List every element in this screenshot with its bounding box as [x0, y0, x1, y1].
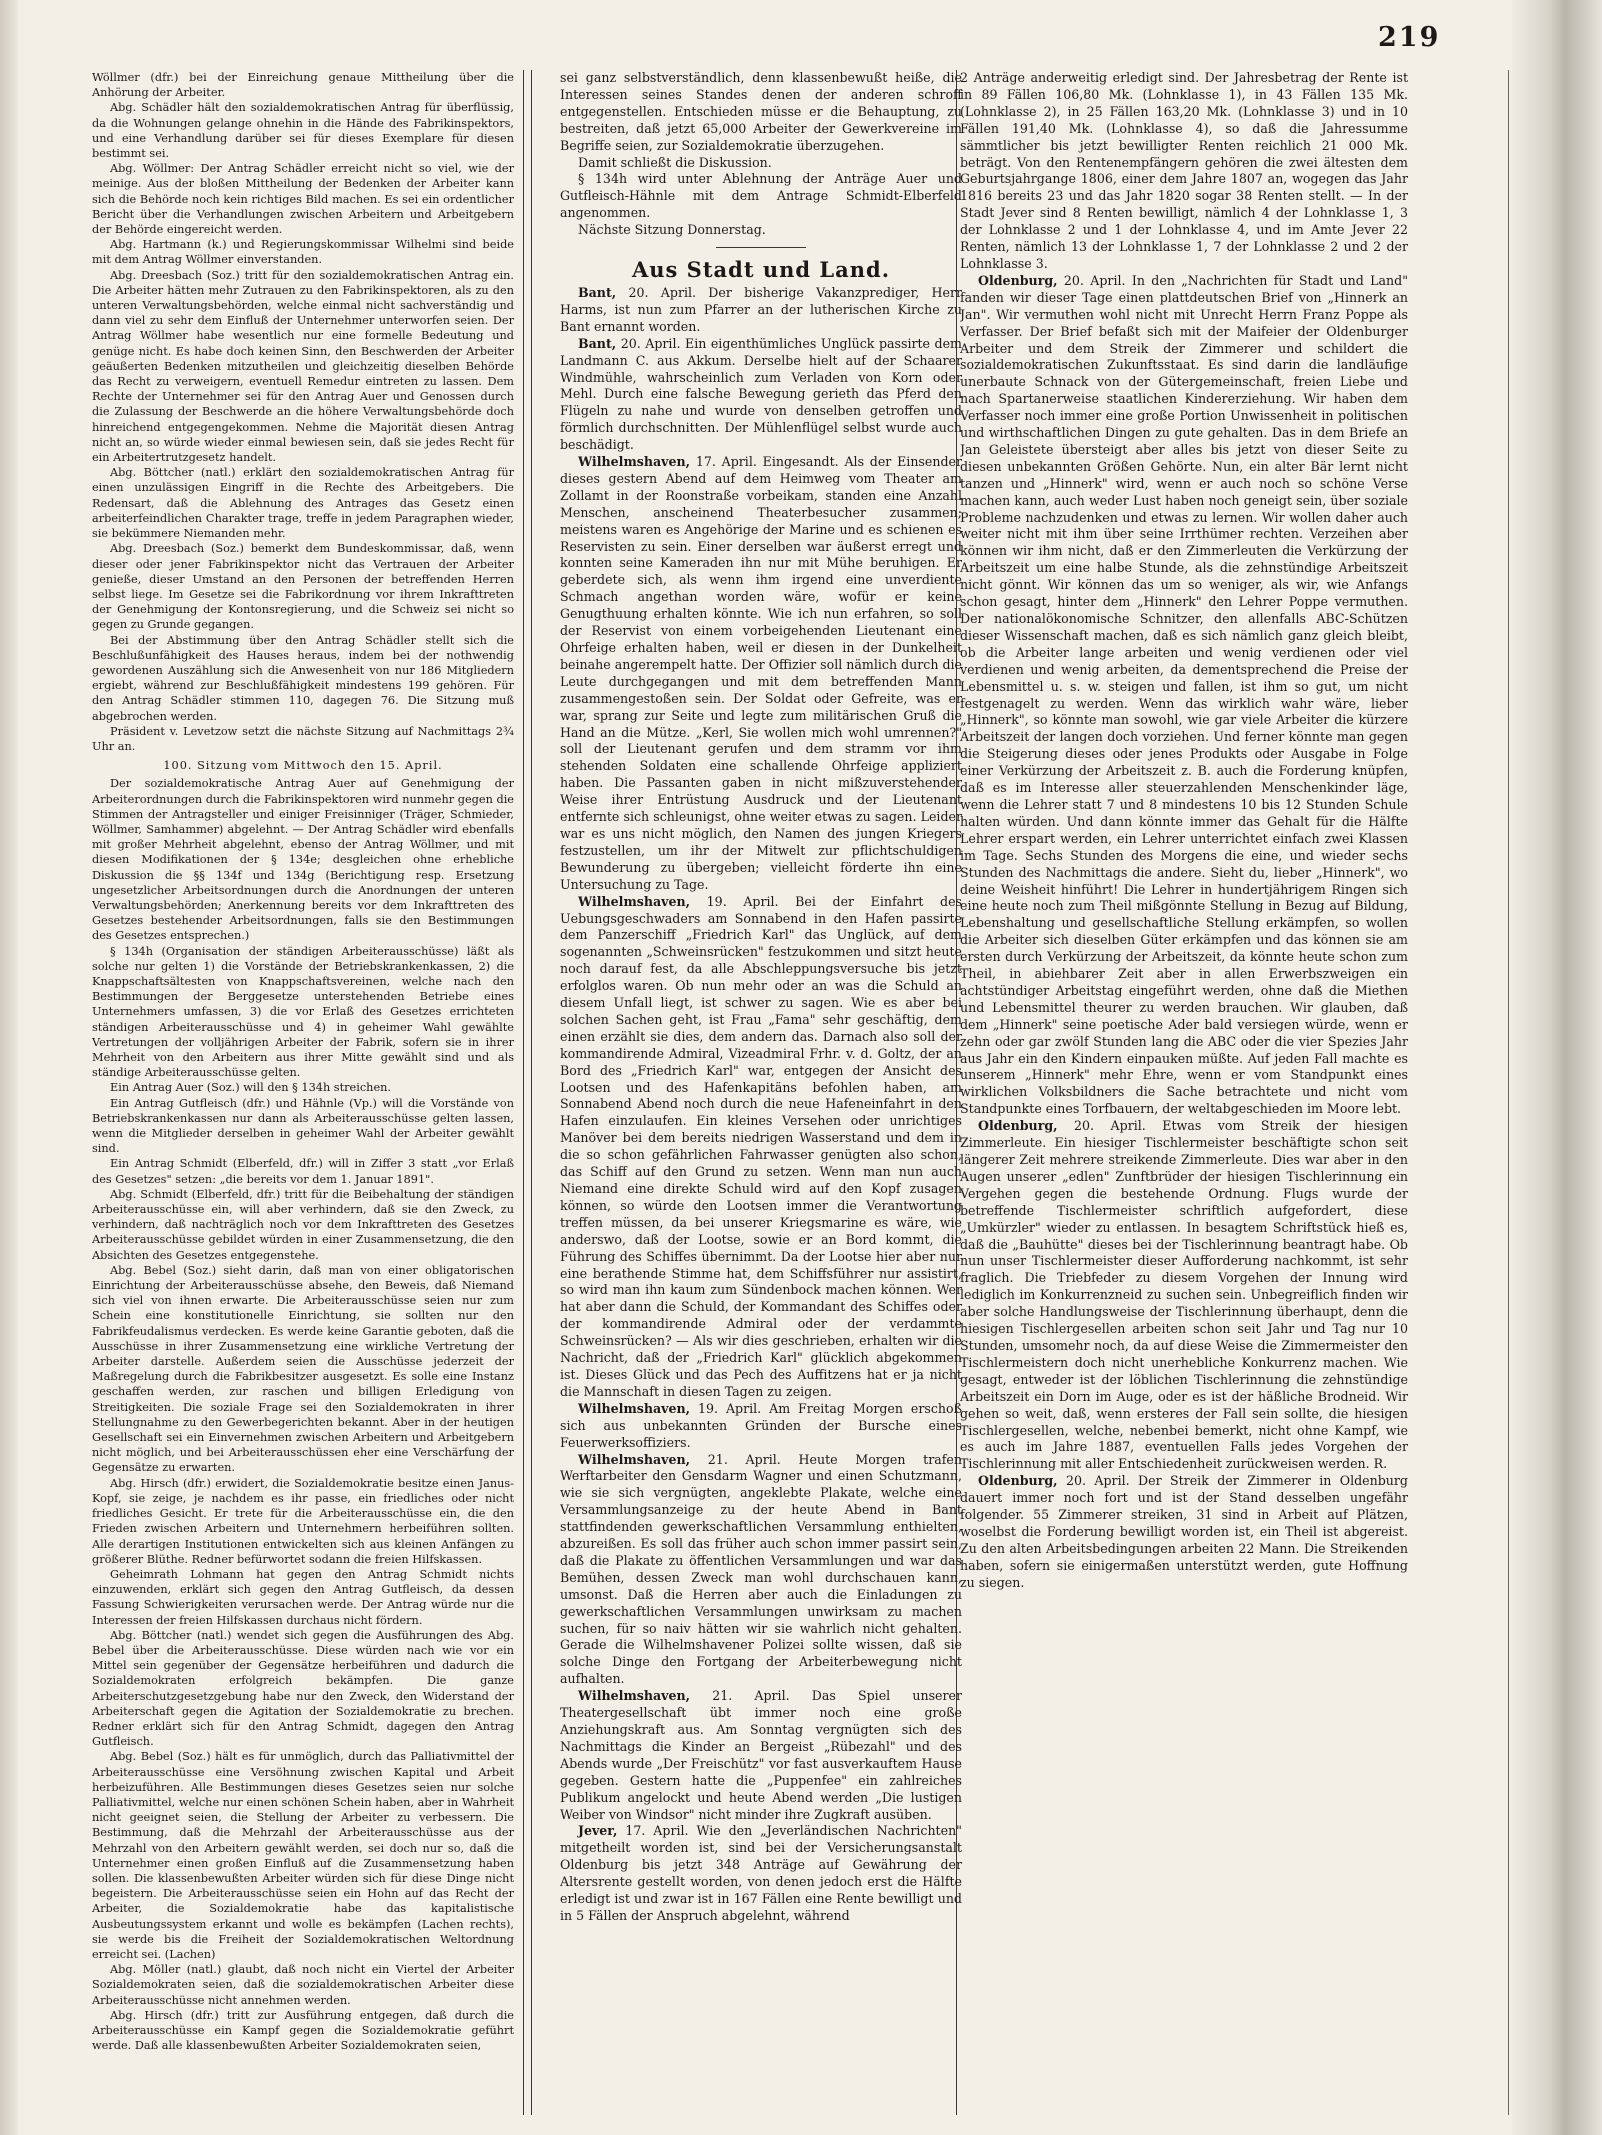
dateline-location: Wilhelmshaven,	[578, 893, 691, 909]
dateline-location: Oldenburg,	[978, 272, 1058, 288]
paragraph: Präsident v. Levetzow setzt die nächste Sitzung auf Nachmittags 2¾ Uhr an.	[92, 724, 514, 753]
section-title: Aus Stadt und Land.	[631, 257, 891, 283]
session-heading: 100. Sitzung vom Mittwoch den 15. April.	[163, 759, 443, 773]
news-item	[960, 273, 1408, 1118]
column-reichstag-report	[92, 70, 514, 2115]
column-rule	[523, 70, 524, 2115]
paragraph: Abg. Bebel (Soz.) sieht darin, daß man von einer obligatorischen Einrichtung der Arbeiterausschüsse absehe, den Beweis, daß Niemand sich viel von ihnen erwarte. Die Arbeiterausschüsse seien nur zum Schein eine konstitutionelle Einrichtung, sie sollten nur den Fabrikfeudalismus verdecken. Es werde keine Garantie geboten, daß die Ausschüsse in ihrer Zusammensetzung eine wirkliche Vertretung der Arbeiter darstelle. Außerdem seien die Ausschüsse jederzeit der Maßregelung durch die Fabrikbesitzer ausgesetzt. Es solle eine Instanz geschaffen werden, zur raschen und billigen Erledigung von Streitigkeiten. Die soziale Frage sei den Sozialdemokraten in ihrer Stellungnahme zu den Gewerbegerichten bekannt. Aber in der heutigen Gesellschaft sei ein Einvernehmen zwischen Arbeitern und Arbeitgebern nicht möglich, und bei Arbeiterausschüssen eher eine Verschärfung der Gegensätze zu erwarten.	[92, 1263, 514, 1475]
news-text: 20. April. Der bisherige Vakanzprediger, Herr Harms, ist nun zum Pfarrer an der lutherischen Kirche zu Bant ernannt worden.	[560, 284, 962, 334]
column-local-news-1	[560, 70, 962, 2115]
paragraph: Abg. Möller (natl.) glaubt, daß noch nicht ein Viertel der Arbeiter Sozialdemokraten seien, daß die sozialdemokratischen Arbeiter diese Arbeiterausschüsse nicht annehmen werden.	[92, 1963, 514, 2007]
news-item	[560, 454, 962, 894]
news-item	[960, 1118, 1408, 1473]
paragraph: Abg. Schmidt (Elberfeld, dfr.) tritt für die Beibehaltung der ständigen Arbeiterausschüsse ein, will aber verhindern, daß sie den Zweck, zu verhindern, daß nachträglich noch vor dem Inkrafttreten des Gesetzes Arbeiterausschüsse gebildet würden in einer Zusammensetzung, die den Absichten des Gesetzes entgegenstehe.	[92, 1187, 514, 1262]
paragraph: Ein Antrag Auer (Soz.) will den § 134h streichen.	[110, 1081, 391, 1095]
paragraph: Ein Antrag Schmidt (Elberfeld, dfr.) will in Ziffer 3 statt „vor Erlaß des Gesetzes" setzen: „die bereits vor dem 1. Januar 1891".	[92, 1157, 514, 1186]
news-item	[560, 1688, 962, 1823]
paragraph: 2 Anträge anderweitig erledigt sind. Der Jahresbetrag der Rente ist in 89 Fällen 106,80 Mk. (Lohnklasse 1), in 43 Fällen 135 Mk. (Lohnklasse 2), in 25 Fällen 163,20 Mk. (Lohnklasse 3) und in 10 Fällen 191,40 Mk. (Lohnklasse 4), so daß die Jahressumme sämmtlicher bis jetzt bewilligter Renten reichlich 21 000 Mk. beträgt. Von den Rentenempfängern gehören die zwei ältesten dem Geburtsjahrgange 1806, einer dem Jahre 1807 an, wogegen das Jahr 1816 bereits 23 und das Jahr 1820 sogar 38 Renten stellt. — In der Stadt Jever sind 8 Renten bewilligt, nämlich 4 der Lohnklasse 1, 3 der Lohnklasse 2 und 1 der Lohnklasse 4, und im Amte Jever 22 Renten, nämlich 13 der Lohnklasse 1, 7 der Lohnklasse 2 und 2 der Lohnklasse 3.	[960, 70, 1408, 271]
news-item	[560, 1823, 962, 1924]
news-text: 20. April. In den „Nachrichten für Stadt und Land" fanden wir dieser Tage einen plattdeutschen Brief von „Hinnerk an Jan". Wir vermuthen wohl nicht mit Unrecht Herrn Franz Poppe als Verfasser. Der Brief befaßt sich mit der Maifeier der Oldenburger Arbeiter und dem Streik der Zimmerer und schildert die sozialdemokratischen Zukunftsstaat. Es sind darin die landläufige unerbaute Schnack von der Gütergemeinschaft, freien Liebe und nach Spartanerweise staatlichen Kindererziehung. Wir haben dem Verfasser noch immer eine große Portion Unwissenheit in politischen und wirthschaftlichen Dingen zu gute gehalten. Das in dem Briefe an Jan Geleistete übersteigt aber alles bis jetzt von dieser Seite zu diesen unbekannten Größen Gehörte. Nun, ein alter Bär lernt nicht tanzen und „Hinnerk" wird, wenn er auch noch so schöne Verse machen kann, auch weder Lust haben noch geneigt sein, über soziale Probleme nachzudenken und etwas zu lernen. Wir wollen daher auch weiter nicht mit ihm über seine Irrthümer rechten. Verzeihen aber können wir ihm nicht, daß er den Zimmerleuten die Verkürzung der Arbeitszeit um eine halbe Stunde, als die zehnstündige Arbeitszeit nicht gönnt. Wir können das um so weniger, als wir, wie Anfangs schon gesagt, hinter dem „Hinnerk" den Lehrer Poppe vermuthen. Der nationalökonomische Schnitzer, den allenfalls ABC-Schützen dieser Wissenschaft machen, daß es sich nämlich ganz gleich bleibt, ob die Arbeiter lange arbeiten und wenig verdienen oder viel verdienen und wenig arbeiten, da dementsprechend die Preise der Lebensmittel u. s. w. steigen und fallen, ist ihm so gut, um nicht festgenagelt zu werden. Wenn das wirklich wahr wäre, lieber „Hinnerk", so könnte man sowohl, wie gar viele Arbeiter die kürzere Arbeitszeit der langen doch vorziehen. Und ferner könnte man gegen die Steigerung dieses oder jenes Produkts oder Ausgabe in Folge einer Verkürzung der Arbeitszeit z. B. auch die Forderung knüpfen, daß es im Interesse aller steuerzahlenden Menschenkinder läge, wenn die Lehrer statt 7 und 8 mindestens 10 bis 12 Stunden Schule halten würden. Und dann könnte immer das Gehalt für die Hälfte Lehrer erspart werden, ein Lehrer unterrichtet einfach zwei Klassen im Tage. Sechs Stunden des Morgens die eine, und wieder sechs Stunden des Nachmittags die andere. Sieht du, lieber „Hinnerk", wo deine Weisheit hinführt! Die Lehrer in hundertjährigem Ringen sich eine heute noch zum Theil mißgönnte Stellung in Bezug auf Bildung, Lebenshaltung und gesellschaftliche Stellung erkämpfen, so wollen die Arbeiter sich dieselben Güter erkämpfen und das können sie am ersten durch Verkürzung der Arbeitszeit, da könnte heute schon zum Theil, in abiehbarer Zeit aber in allen Erwerbszweigen ein achtstündiger Arbeitstag eingeführt werden, ohne daß die Miethen und Lebensmittel theurer zu werden brauchen. Wir glauben, daß dem „Hinnerk" seine poetische Ader bald versiegen würde, wenn er zehn oder gar zwölf Stunden lang die ABC oder die vier Spezies Jahr aus Jahr ein den Kindern einpauken müßte. Auf jeden Fall machte es unserem „Hinnerk" mehr Ehre, wenn er vom Standpunkt eines wirklichen Volksbildners die Sache betrachtete und nicht vom Standpunkte eines Torfbauern, der weltabgeschieden im Moore lebt.	[960, 272, 1408, 1117]
paragraph: Wöllmer (dfr.) bei der Einreichung genaue Mittheilung über die Anhörung der Arbeiter.	[92, 71, 514, 100]
news-item	[560, 336, 962, 454]
paragraph: Abg. Dreesbach (Soz.) tritt für den sozialdemokratischen Antrag ein. Die Arbeiter hätten mehr Zutrauen zu den Fabrikinspektoren, als zu den unteren Verwaltungsbehörden, welche einmal nicht sachverständig und dann viel zu sehr dem Einfluß der Unternehmer unterworfen seien. Der Antrag Wöllmer habe wesentlich nur eine formelle Bedeutung und genüge nicht. Es habe doch keinen Sinn, den Beschwerden der Arbeiter geäußerten Bedenken mitzutheilen und gleichzeitig dieselben Behörde das Recht zu verweigern, eventuell Remedur eintreten zu lassen. Dem Rechte der Unternehmer sei für den Antrag Auer und Genossen durch die Zulassung der Beschwerde an die höhere Verwaltungsbehörde doch hinreichend entgegengekommen. Nehme die Majorität diesen Antrag nicht an, so würde wieder einmal bewiesen sein, daß sie jedes Recht für ein Arbeitertrutzgesetz handelt.	[92, 268, 514, 465]
paragraph: § 134h wird unter Ablehnung der Anträge Auer und Gutfleisch-Hähnle mit dem Antrage Schmidt-Elberfeld angenommen.	[560, 171, 962, 221]
page-border-rule	[1508, 70, 1509, 2115]
dateline-location: Oldenburg,	[978, 1473, 1058, 1489]
news-item	[560, 1452, 962, 1689]
dateline-location: Oldenburg,	[978, 1118, 1058, 1134]
paragraph: Abg. Hartmann (k.) und Regierungskommissar Wilhelmi sind beide mit dem Antrag Wöllmer einverstanden.	[92, 238, 514, 267]
paragraph: § 134h (Organisation der ständigen Arbeiterausschüsse) läßt als solche nur gelten 1) die Vorstände der Betriebskrankenkassen, 2) die Knappschaftsältesten von Knappschaftsvereinen, welche nach den Bestimmungen der Berggesetze unterstehenden Betriebe eines Unternehmers umfassen, 3) die vor Erlaß des Gesetzes errichteten ständigen Arbeiterausschüsse und 4) in geheimer Wahl gewählte Vertretungen der volljährigen Arbeiter der Fabrik, sofern sie in ihrer Mehrheit von den Arbeitern aus ihrer Mitte gewählt sind und als ständige Arbeiterausschüsse gelten.	[92, 944, 514, 1080]
paragraph: Ein Antrag Gutfleisch (dfr.) und Hähnle (Vp.) will die Vorstände von Betriebskrankenkassen nur dann als Arbeiterausschüsse gelten lassen, wenn die Mitglieder derselben in geheimer Wahl der Arbeiter gewählt sind.	[92, 1096, 514, 1156]
paragraph: Abg. Wöllmer: Der Antrag Schädler erreicht nicht so viel, wie der meinige. Aus der bloßen Mittheilung der Bedenken der Arbeiter kann sich die Behörde noch kein richtiges Bild machen. Es sei ein ordentlicher Bericht über die Verhandlungen zwischen Arbeitern und Arbeitgebern der Behörde eingereicht werden.	[92, 162, 514, 237]
section-divider	[716, 247, 806, 248]
news-text: 19. April. Bei der Einfahrt des Uebungsgeschwaders am Sonnabend in den Hafen passirte dem Panzerschiff „Friedrich Karl" das Unglück, auf dem sogenannten „Schweinsrücken" festzukommen und sitzt heute noch darauf fest, da alle Abschleppungsversuche bis jetzt erfolglos waren. Ob nun mehr oder an was die Schuld an diesem Unfall liegt, ist schwer zu sagen. Wie es aber bei solchen Sachen geht, ist Frau „Fama" sehr geschäftig, dem einen erzählt sie dies, dem andern das. Darnach also soll der kommandirende Admiral, Vizeadmiral Frhr. v. d. Goltz, der an Bord des „Friedrich Karl" war, entgegen der Ansicht des Lootsen und des Hafenkapitäns befohlen haben, am Sonnabend Abend noch durch die neue Hafeneinfahrt in den Hafen einzulaufen. Ein kleines Versehen oder unrichtiges Manöver bei dem bereits niedrigen Wasserstand und dem in die so schon gefährlichen Fahrwasser genügten also schon, das Schiff auf den Grund zu setzen. Wenn man nun auch Niemand eine direkte Schuld wird auf den Kopf zusagen können, so würde den Lootsen immer die Verantwortung treffen müssen, da bei unserer Kriegsmarine es wäre, wie anderswo, daß der Lootse, sowie er an Bord kommt, die Führung des Schiffes übernimmt. Da der Lootse hier aber nur eine berathende Stimme hat, dem Schiffsführer nur assistirt, so wird man ihn kaum zum Sündenbock machen können. Wer hat aber dann die Schuld, der Kommandant des Schiffes oder der kommandirende Admiral oder der verdammte Schweinsrücken? — Als wir dies geschrieben, erhalten wir die Nachricht, daß der „Friedrich Karl" glücklich abgekommen ist. Dieses Glück und das Pech des Auffitzens hat er ja nicht die Mannschaft in diesen Tagen zu zeigen.	[560, 893, 962, 1399]
paragraph: Abg. Bebel (Soz.) hält es für unmöglich, durch das Palliativmittel der Arbeiterausschüsse eine Versöhnung zwischen Kapital und Arbeit herbeizuführen. Alle Bestimmungen dieses Gesetzes seien nur solche Palliativmittel, welche nur einen schönen Schein haben, aber in Wahrheit nicht geeignet seien, die Stellung der Arbeiter zu verbessern. Die Bestimmung, daß die Mehrzahl der Arbeiterausschüsse aus der Mehrzahl von den Arbeitern gewählt werden, sei doch nur so, daß die Unternehmer einen großen Einfluß auf die Zusammensetzung haben sollen. Die klassenbewußten Arbeiter würden sich für diese Dinge nicht begeistern. Die Arbeiterausschüsse seien ein Hohn auf das Recht der Arbeiter, die Sozialdemokratie habe das kapitalistische Ausbeutungssystem erkannt und wolle es bekämpfen (Lachen rechts), sie werde bis die Freiheit der Sozialdemokratischen Weltordnung erreicht sei. (Lachen)	[92, 1750, 514, 1961]
paragraph: Abg. Hirsch (dfr.) erwidert, die Sozialdemokratie besitze einen Janus-Kopf, sie zeige, je nachdem es ihr passe, ein friedliches oder nicht friedliches Gesicht. Er trete für die Arbeiterausschüsse ein, die den Frieden zwischen Arbeitern und Unternehmern herbeiführen sollten. Alle derartigen Institutionen entwickelten sich aus kleinen Anfängen zu größerer Blüthe. Redner befürwortet sodann die freien Hilfskassen.	[92, 1476, 514, 1566]
news-item	[560, 1401, 962, 1452]
news-item	[560, 285, 962, 336]
news-text: 17. April. Wie den „Jeverländischen Nachrichten" mitgetheilt worden ist, sind bei der Versicherungsanstalt Oldenburg bis jetzt 348 Anträge auf Gewährung der Altersrente gestellt worden, von denen jedoch erst die Hälfte erledigt ist und zwar ist in 167 Fällen eine Rente bewilligt und in 5 Fällen der Anspruch abgelehnt, während	[560, 1823, 962, 1923]
news-text: 19. April. Am Freitag Morgen erschoß sich aus unbekannten Gründen der Bursche eines Feuerwerksoffiziers.	[560, 1400, 962, 1450]
paragraph: Bei der Abstimmung über den Antrag Schädler stellt sich die Beschlußunfähigkeit des Hauses heraus, indem bei der nothwendig gewordenen Auszählung sich die Anwesenheit von nur 186 Mitgliedern ergiebt, während zur Beschlußfähigkeit mindestens 199 gehören. Für den Antrag Schädler stimmen 110, dagegen 76. Die Sitzung muß abgebrochen werden.	[92, 633, 514, 723]
paragraph: Abg. Hirsch (dfr.) tritt zur Ausführung entgegen, daß durch die Arbeiterausschüsse ein Kampf gegen die Sozialdemokratie geführt werde. Daß alle klassenbewußten Arbeiter Sozialdemokraten seien,	[92, 2008, 514, 2053]
column-rule	[531, 70, 532, 2115]
paragraph: Abg. Dreesbach (Soz.) bemerkt dem Bundeskommissar, daß, wenn dieser oder jener Fabrikinspektor nicht das Vertrauen der Arbeiter genieße, dieser Umstand an den Personen der betreffenden Herren selbst liege. Im Gesetze sei die Fabrikordnung vor ihrem Inkrafttreten der Genehmigung der Kontonsregierung, und die Schweiz sei nicht so gegen zu Grunde gegangen.	[92, 542, 514, 632]
dateline-location: Wilhelmshaven,	[578, 1688, 691, 1704]
page-fore-edge	[1512, 0, 1602, 2135]
dateline-location: Wilhelmshaven,	[578, 1400, 691, 1416]
news-text: 20. April. Der Streik der Zimmerer in Oldenburg dauert immer noch fort und ist der Stand desselben ungefähr folgender. 55 Zimmerer streiken, 31 sind in Arbeit auf Plätzen, woselbst die Forderung bewilligt worden ist, ein Theil ist abgereist. Zu den alten Arbeitsbedingungen arbeiten 22 Mann. Die Streikenden haben, sofern sie einigermaßen unterstützt werden, gute Hoffnung zu siegen.	[960, 1473, 1408, 1590]
paragraph: Damit schließt die Diskussion.	[578, 154, 772, 170]
news-item	[560, 894, 962, 1401]
paragraph: Abg. Böttcher (natl.) erklärt den sozialdemokratischen Antrag für einen unzulässigen Eingriff in die Rechte des Arbeitgebers. Die Redensart, daß die Ablehnung des Antrages das Gesetz einen arbeiterfeindlichen Charakter trage, treffe in jedem Paragraphen wieder, sie bekümmere Niemanden mehr.	[92, 466, 514, 541]
paragraph: Geheimrath Lohmann hat gegen den Antrag Schmidt nichts einzuwenden, erklärt sich gegen den Antrag Gutfleisch, da dessen Fassung Schwierigkeiten verursachen werde. Der Antrag würde nur die Interessen der freien Hilfskassen durchaus nicht fördern.	[92, 1567, 514, 1627]
news-item	[960, 1473, 1408, 1591]
news-text: 20. April. Ein eigenthümliches Unglück passirte dem Landmann C. aus Akkum. Derselbe hielt auf der Schaarer Windmühle, wahrscheinlich zum Verladen von Korn oder Mehl. Durch eine falsche Bewegung gerieth das Pferd den Flügeln zu nahe und wurde von denselben getroffen und förmlich durchschnitten. Der Mühlenflügel selbst wurde auch beschädigt.	[560, 335, 962, 453]
paragraph: Der sozialdemokratische Antrag Auer auf Genehmigung der Arbeiterordnungen durch die Fabrikinspektoren wird nunmehr gegen die Stimmen der Antragsteller und einiger Freisinniger (Träger, Schmieder, Wöllmer, Samhammer) abgelehnt. — Der Antrag Schädler wird ebenfalls mit großer Mehrheit abgelehnt, ebenso der Antrag Wöllmer, und mit diesen Modifikationen der § 134e; desgleichen ohne erhebliche Diskussion die §§ 134f und 134g (Berichtigung resp. Ersetzung ungesetzlicher Arbeitsordnungen durch die Anordnungen der unteren Verwaltungsbehörden; Anerkennung bereits vor dem Inkrafttreten des Gesetzes bestehender Arbeitsordnungen, falls sie den Bestimmungen des Gesetzes entsprechen.)	[92, 777, 514, 943]
dateline-location: Jever,	[578, 1823, 618, 1839]
news-text: 21. April. Heute Morgen trafen Werftarbeiter den Gensdarm Wagner und einen Schutzmann, wie sie sich vergnügten, angeklebte Plakate, welche eine Versammlungsanzeige zu der heute Abend in Bant stattfindenden gewerkschaftlichen Versammlung enthielten, abzureißen. Es soll das früher auch schon immer passirt sein, daß die Plakate zu öffentlichen Versammlungen und war das Bemühen, dessen Zweck man wohl durchschauen kann, umsonst. Daß die Herren aber auch die Einladungen zu gewerkschaftlichen Versammlungen unwirksam zu machen suchen, für so naiv hätten wir sie wahrlich nicht gehalten. Gerade die Wilhelmshavener Polizei sollte wissen, daß sie solche Dinge den Fortgang der Arbeiterbewegung nicht aufhalten.	[560, 1451, 962, 1687]
paragraph: Abg. Schädler hält den sozialdemokratischen Antrag für überflüssig, da die Wohnungen gelange ohnehin in die Hände des Fabrikinspektors, und eine Verhandlung darüber sei für dieses Exemplare für diesen bestimmt sei.	[92, 101, 514, 161]
dateline-location: Bant,	[578, 284, 617, 300]
page-binding-edge	[0, 0, 18, 2135]
paragraph: sei ganz selbstverständlich, denn klassenbewußt heiße, die Interessen seines Standes denen der anderen schroff entgegenstellen. Entschieden müsse er die Behauptung, zu bestreiten, daß jetzt 65,000 Arbeiter der Gewerkvereine im Begriffe seien, zur Sozialdemokratie überzugehen.	[560, 70, 962, 153]
news-text: 17. April. Eingesandt. Als der Einsender dieses gestern Abend auf dem Heimweg vom Theater am Zollamt in der Roonstraße vorbeikam, standen eine Anzahl Menschen, anscheinend Theaterbesucher zusammen; meistens waren es Angehörige der Marine und es schienen es Reservisten zu sein. Einer derselben war äußerst erregt und konnten seine Kameraden ihn nur mit Mühe beruhigen. Er geberdete sich, als wenn ihm irgend eine unverdiente Schmach angethan worden wäre, wofür er keine Genugthuung erhalten könnte. Wie ich nun erfahren, so soll der Reservist von einem vorbeigehenden Lieutenant eine Ohrfeige erhalten haben, weil er diesen in der Dunkelheit beinahe angerempelt hatte. Der Offizier soll nämlich durch die Leute durchgegangen und mit dem betreffenden Mann zusammengestoßen sein. Der Soldat oder Gefreite, was er war, sprang zur Seite und legte zum militärischen Gruß die Hand an die Mütze. „Kerl, Sie wollen mich wohl umrennen?" soll der Lieutenant gerufen und dem stramm vor ihm stehenden Soldaten eine schallende Ohrfeige appliziert haben. Die Passanten gaben in nicht mißzuverstehender Weise ihrer Entrüstung Ausdruck und der Lieutenant entfernte sich schleunigst, ohne weiter etwas zu sagen. Leider war es uns nicht möglich, den Namen des jungen Kriegers festzustellen, um ihr der Mitwelt zur pflichtschuldigen Bewunderung zu übergeben; vielleicht förderte ihn eine Untersuchung zu Tage.	[560, 454, 962, 892]
column-local-news-2	[960, 70, 1408, 2115]
dateline-location: Wilhelmshaven,	[578, 1451, 691, 1467]
paragraph: Nächste Sitzung Donnerstag.	[578, 222, 766, 238]
paragraph: Abg. Böttcher (natl.) wendet sich gegen die Ausführungen des Abg. Bebel über die Arbeiterausschüsse. Diese würden nach wie vor ein Mittel sein gegenüber der Gegensätze herbeiführen und dadurch die Sozialdemokraten erfolgreich bekämpfen. Die ganze Arbeiterschutzgesetzgebung habe nur den Zweck, den Widerstand der Arbeiterschaft gegen die Agitation der Sozialdemokratie zu brechen. Redner erklärt sich für den Antrag Schmidt, dagegen den Antrag Gutfleisch.	[92, 1628, 514, 1749]
news-text: 21. April. Das Spiel unserer Theatergesellschaft übt immer noch eine große Anziehungskraft aus. Am Sonntag vergnügten sich des Nachmittags die Kinder an Bergeist „Rübezahl" und des Abends wurde „Der Freischütz" vor fast ausverkauftem Hause gegeben. Gestern hatte die „Puppenfee" ein zahlreiches Publikum angelockt und heute Abend werden „Die lustigen Weiber von Windsor" nicht minder ihre Zugkraft ausüben.	[560, 1688, 962, 1822]
dateline-location: Wilhelmshaven,	[578, 454, 691, 470]
dateline-location: Bant,	[578, 335, 617, 351]
news-text: 20. April. Etwas vom Streik der hiesigen Zimmerleute. Ein hiesiger Tischlermeister beschäftigte schon seit längerer Zeit mehrere streikende Zimmerleute. Dies war aber in den Augen unserer „edlen" Zunftbrüder der hiesigen Tischlerinnung ein Vergehen gegen die bestehende Ordnung. Flugs wurde der betreffende Tischlermeister schriftlich aufgefordert, diese „Umkürzler" wieder zu entlassen. In besagtem Schriftstück hieß es, daß die „Bauhütte" dieses bei der Tischlerinnung beantragt habe. Ob nun unser Tischlermeister dieser Aufforderung nachkommt, ist sehr fraglich. Die Triebfeder zu diesem Vorgehen der Innung wird lediglich im Konkurrenzneid zu suchen sein. Unbegreiflich finden wir aber solche Handlungsweise der Tischlerinnung überhaupt, denn die hiesigen Tischlergesellen arbeiten schon seit Jahr und Tag nur 10 Stunden, umsomehr noch, da auf diese Weise die Zimmermeister den Tischlermeistern doch nicht unerhebliche Konkurrenz machen. Wie gesagt, entweder ist der löblichen Tischlerinnung die zehnstündige Arbeitszeit ein Dorn im Auge, oder es ist der häßliche Brodneid. Wir gehen so weit, daß, wenn ersteres der Fall sein sollte, die hiesigen Tischlergesellen, welche, nebenbei bemerkt, nicht ohne Kampf, wie es auch im Jahre 1887, eventuellen Falls jedes Vorgehen der Tischlerinnung mit aller Entschiedenheit zurückweisen werden. R.	[960, 1118, 1408, 1472]
page-number: 219	[1378, 22, 1441, 53]
